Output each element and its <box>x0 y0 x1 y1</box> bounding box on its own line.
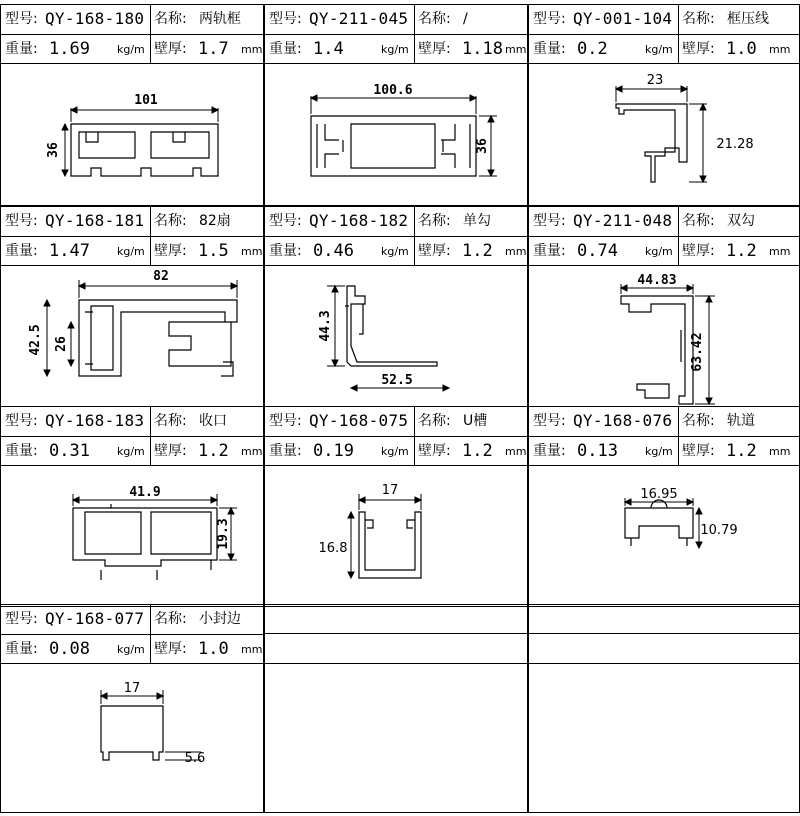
profile-name: 双勾 <box>727 213 755 229</box>
divider <box>678 207 679 237</box>
weight-label: 重量: <box>269 443 302 459</box>
wall-unit: mm <box>241 445 263 458</box>
name-label: 名称: <box>418 11 451 27</box>
divider <box>528 633 800 634</box>
profile-name: 82扇 <box>199 213 231 229</box>
weight-label: 重量: <box>5 641 38 657</box>
model-number: QY-168-076 <box>573 411 673 430</box>
weight-value: 1.69 <box>49 39 90 59</box>
model-row <box>265 5 528 35</box>
profile-header-7 <box>0 406 264 466</box>
profile-drawing-cell <box>528 265 800 407</box>
profile-outline <box>311 116 476 176</box>
name-label: 名称: <box>418 413 451 429</box>
wall-label: 壁厚: <box>418 41 451 57</box>
profile-name: U槽 <box>463 413 488 429</box>
empty-header-cell <box>528 604 800 664</box>
divider <box>150 35 151 64</box>
wall-label: 壁厚: <box>418 443 451 459</box>
weight-unit: kg/m <box>645 445 673 458</box>
wall-value: 1.2 <box>462 441 493 461</box>
profile-name: 收口 <box>199 413 227 429</box>
profile-cross-section-drawing <box>529 266 799 406</box>
model-number: QY-168-075 <box>309 411 409 430</box>
name-label: 名称: <box>154 413 187 429</box>
model-row <box>1 407 264 437</box>
divider <box>678 237 679 266</box>
profile-cross-section-drawing <box>1 466 263 606</box>
dimension-label: 44.83 <box>637 273 677 288</box>
weight-unit: kg/m <box>381 245 409 258</box>
profile-name: 小封边 <box>199 611 241 627</box>
divider <box>150 407 151 437</box>
wall-value: 1.7 <box>198 39 229 59</box>
weight-row <box>265 237 528 266</box>
profile-cross-section-drawing <box>265 466 527 606</box>
weight-value: 1.4 <box>313 39 344 59</box>
model-label: 型号: <box>533 213 566 229</box>
model-row <box>265 207 528 237</box>
weight-unit: kg/m <box>381 43 409 56</box>
name-label: 名称: <box>682 413 715 429</box>
profile-cross-section-drawing <box>265 266 527 406</box>
wall-value: 1.5 <box>198 241 229 261</box>
model-number: QY-211-045 <box>309 9 409 28</box>
dimension-label: 5.6 <box>184 751 206 766</box>
divider <box>150 237 151 266</box>
model-number: QY-168-077 <box>45 609 145 628</box>
dimension-label: 21.28 <box>716 137 754 152</box>
weight-value: 0.31 <box>49 441 90 461</box>
dimension-label: 16.8 <box>318 541 348 556</box>
wall-label: 壁厚: <box>682 243 715 259</box>
profile-drawing-cell <box>0 465 264 607</box>
divider <box>414 5 415 35</box>
name-label: 名称: <box>154 11 187 27</box>
profile-cross-section-drawing <box>1 64 263 205</box>
weight-unit: kg/m <box>117 43 145 56</box>
weight-value: 0.13 <box>577 441 618 461</box>
dimension-label: 36 <box>475 138 490 154</box>
divider <box>150 5 151 35</box>
weight-label: 重量: <box>533 243 566 259</box>
dimension-label: 17 <box>381 483 399 498</box>
dimension-label: 26 <box>54 336 69 352</box>
dimension-label: 63.42 <box>690 332 705 372</box>
divider <box>678 35 679 64</box>
wall-value: 1.2 <box>198 441 229 461</box>
divider <box>414 207 415 237</box>
weight-row <box>529 437 793 466</box>
profile-header-9 <box>528 406 800 466</box>
wall-unit: mm <box>241 43 263 56</box>
model-number: QY-168-181 <box>45 211 145 230</box>
model-label: 型号: <box>5 611 38 627</box>
model-label: 型号: <box>5 11 38 27</box>
wall-label: 壁厚: <box>682 443 715 459</box>
weight-value: 0.19 <box>313 441 354 461</box>
wall-value: 1.18 <box>462 39 503 59</box>
model-number: QY-168-180 <box>45 9 145 28</box>
name-label: 名称: <box>682 213 715 229</box>
name-label: 名称: <box>154 213 187 229</box>
model-label: 型号: <box>269 413 302 429</box>
profile-drawing-cell <box>264 465 528 607</box>
profile-drawing-cell <box>528 63 800 206</box>
model-number: QY-001-104 <box>573 9 673 28</box>
weight-unit: kg/m <box>117 245 145 258</box>
model-label: 型号: <box>5 213 38 229</box>
profile-cross-section-drawing <box>529 664 799 812</box>
wall-unit: mm <box>505 43 527 56</box>
weight-value: 0.74 <box>577 241 618 261</box>
divider <box>678 407 679 437</box>
dimension-label: 36 <box>46 142 61 158</box>
dimension-label: 42.5 <box>28 324 43 356</box>
weight-label: 重量: <box>5 41 38 57</box>
profile-outline <box>101 706 163 760</box>
weight-row <box>265 437 528 466</box>
name-label: 名称: <box>418 213 451 229</box>
divider <box>150 437 151 466</box>
wall-unit: mm <box>769 43 791 56</box>
divider <box>414 437 415 466</box>
wall-unit: mm <box>505 445 527 458</box>
profile-header-8 <box>264 406 528 466</box>
weight-row <box>265 35 528 64</box>
weight-label: 重量: <box>269 243 302 259</box>
profile-outline <box>621 296 693 404</box>
model-number: QY-168-183 <box>45 411 145 430</box>
wall-unit: mm <box>769 245 791 258</box>
divider <box>150 635 151 664</box>
model-row <box>265 407 528 437</box>
model-row <box>1 207 264 237</box>
wall-label: 壁厚: <box>154 41 187 57</box>
weight-unit: kg/m <box>117 643 145 656</box>
dimension-label: 100.6 <box>373 83 413 98</box>
wall-unit: mm <box>241 245 263 258</box>
dimension-label: 16.95 <box>640 487 678 502</box>
model-row <box>529 407 793 437</box>
weight-label: 重量: <box>5 443 38 459</box>
dimension-label: 101 <box>134 93 158 108</box>
empty-header-cell <box>264 604 528 664</box>
dimension-label: 41.9 <box>129 485 161 500</box>
profile-outline <box>71 124 218 176</box>
profile-header-10 <box>0 604 264 664</box>
weight-value: 1.47 <box>49 241 90 261</box>
profile-cross-section-drawing <box>1 266 263 406</box>
divider <box>414 237 415 266</box>
profile-drawing-cell <box>0 63 264 206</box>
model-number: QY-168-182 <box>309 211 409 230</box>
dimension-label: 23 <box>646 73 664 88</box>
profile-header-3 <box>528 4 800 64</box>
wall-unit: mm <box>241 643 263 656</box>
name-label: 名称: <box>682 11 715 27</box>
profile-name: 单勾 <box>463 213 491 229</box>
profile-outline <box>616 104 687 182</box>
profile-name: / <box>463 11 468 27</box>
model-row <box>1 5 264 35</box>
weight-label: 重量: <box>5 243 38 259</box>
wall-unit: mm <box>505 245 527 258</box>
wall-label: 壁厚: <box>682 41 715 57</box>
wall-value: 1.2 <box>726 441 757 461</box>
weight-unit: kg/m <box>645 43 673 56</box>
weight-value: 0.2 <box>577 39 608 59</box>
profile-drawing-cell <box>528 663 800 813</box>
model-row <box>529 207 793 237</box>
wall-label: 壁厚: <box>154 443 187 459</box>
wall-label: 壁厚: <box>154 243 187 259</box>
model-label: 型号: <box>269 11 302 27</box>
model-number: QY-211-048 <box>573 211 673 230</box>
profile-drawing-cell <box>528 465 800 607</box>
profile-header-6 <box>528 206 800 266</box>
wall-value: 1.0 <box>726 39 757 59</box>
profile-outline <box>625 500 693 546</box>
divider <box>264 633 528 634</box>
profile-name: 两轨框 <box>199 11 241 27</box>
wall-value: 1.0 <box>198 639 229 659</box>
model-label: 型号: <box>533 413 566 429</box>
weight-row <box>1 35 264 64</box>
weight-row <box>1 437 264 466</box>
wall-label: 壁厚: <box>418 243 451 259</box>
model-label: 型号: <box>5 413 38 429</box>
profile-drawing-cell <box>264 63 528 206</box>
profile-header-5 <box>264 206 528 266</box>
profile-cross-section-drawing <box>529 466 799 606</box>
wall-label: 壁厚: <box>154 641 187 657</box>
weight-unit: kg/m <box>381 445 409 458</box>
wall-unit: mm <box>769 445 791 458</box>
divider <box>150 207 151 237</box>
profile-cross-section-drawing <box>265 64 527 205</box>
divider <box>678 5 679 35</box>
weight-unit: kg/m <box>117 445 145 458</box>
divider <box>414 407 415 437</box>
profile-outline <box>359 512 421 578</box>
weight-row <box>529 237 793 266</box>
profile-outline <box>73 504 217 580</box>
profile-outline <box>345 286 437 366</box>
weight-label: 重量: <box>269 41 302 57</box>
weight-unit: kg/m <box>645 245 673 258</box>
profile-name: 轨道 <box>727 413 755 429</box>
profile-outline <box>79 300 237 376</box>
wall-value: 1.2 <box>462 241 493 261</box>
dimension-label: 82 <box>153 269 169 284</box>
weight-row <box>1 237 264 266</box>
model-row <box>1 605 264 635</box>
dimension-label: 19.3 <box>216 518 231 550</box>
dimension-label: 10.79 <box>700 523 738 538</box>
name-label: 名称: <box>154 611 187 627</box>
profile-drawing-cell <box>264 265 528 407</box>
divider <box>150 605 151 635</box>
dimension-label: 44.3 <box>318 310 333 342</box>
weight-value: 0.46 <box>313 241 354 261</box>
profile-drawing-cell <box>0 265 264 407</box>
profile-cross-section-drawing <box>1 664 263 812</box>
profile-drawing-cell <box>0 663 264 813</box>
wall-value: 1.2 <box>726 241 757 261</box>
profile-header-2 <box>264 4 528 64</box>
profile-header-1 <box>0 4 264 64</box>
divider <box>414 35 415 64</box>
model-label: 型号: <box>269 213 302 229</box>
profile-drawing-cell <box>264 663 528 813</box>
dimension-label: 52.5 <box>381 373 413 388</box>
profile-cross-section-drawing <box>529 64 799 205</box>
weight-row <box>1 635 264 664</box>
model-row <box>529 5 793 35</box>
profile-cross-section-drawing <box>265 664 527 812</box>
profile-header-4 <box>0 206 264 266</box>
model-label: 型号: <box>533 11 566 27</box>
weight-row <box>529 35 793 64</box>
divider <box>678 437 679 466</box>
weight-value: 0.08 <box>49 639 90 659</box>
weight-label: 重量: <box>533 443 566 459</box>
dimension-label: 17 <box>123 681 141 696</box>
weight-label: 重量: <box>533 41 566 57</box>
profile-name: 框压线 <box>727 11 769 27</box>
